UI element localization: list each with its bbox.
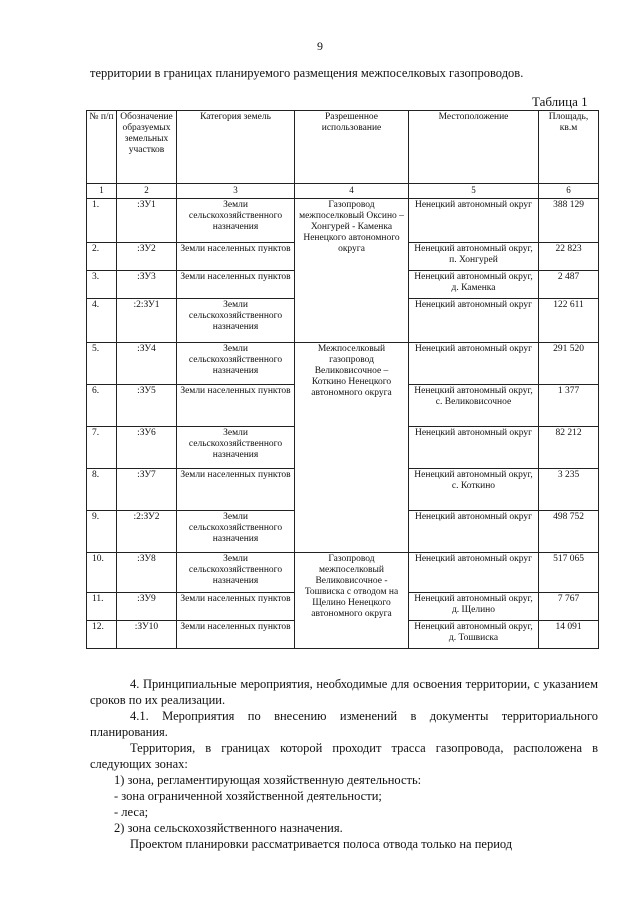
- row-number: 7.: [87, 427, 117, 469]
- area: 82 212: [539, 427, 599, 469]
- header-cell: Местоположение: [409, 111, 539, 184]
- index-cell: 1: [87, 184, 117, 199]
- location: Ненецкий автономный округ, п. Хонгурей: [409, 243, 539, 271]
- plot-code: :ЗУ10: [117, 621, 177, 649]
- header-cell: Категория земель: [177, 111, 295, 184]
- table-row: [87, 199, 599, 243]
- land-category: Земли сельскохозяйственного назначения: [177, 553, 295, 593]
- plot-code: :ЗУ8: [117, 553, 177, 593]
- section-heading: 4. Принципиальные мероприятия, необходимые для освоения территории, с указанием сроков по их реализации.: [90, 677, 598, 707]
- table-row: [87, 553, 599, 593]
- permitted-use: Межпоселковый газопровод Великовисочное – Коткино Ненецкого автономного округа: [295, 343, 409, 553]
- location: Ненецкий автономный округ: [409, 299, 539, 343]
- land-category: Земли населенных пунктов: [177, 469, 295, 511]
- location: Ненецкий автономный округ, д. Каменка: [409, 271, 539, 299]
- table-row: [87, 343, 599, 385]
- table-caption: Таблица 1: [532, 94, 588, 109]
- subsection-heading: 4.1. Мероприятия по внесению изменений в документы территориального планирования.: [90, 709, 598, 739]
- area: 291 520: [539, 343, 599, 385]
- land-category: Земли сельскохозяйственного назначения: [177, 199, 295, 243]
- permitted-use: Газопровод межпоселковый Великовисочное - Тошвиска с отводом на Щелино Ненецкого автономного округа: [295, 553, 409, 649]
- list-item: - леса;: [114, 805, 149, 819]
- row-number: 8.: [87, 469, 117, 511]
- list-item: 1) зона, регламентирующая хозяйственную деятельность:: [114, 773, 422, 787]
- location: Ненецкий автономный округ, д. Щелино: [409, 593, 539, 621]
- plot-code: :ЗУ4: [117, 343, 177, 385]
- paragraph: Территория, в границах которой проходит трасса газопровода, расположена в следующих зонах:: [90, 741, 598, 771]
- page-number: 9: [317, 39, 323, 53]
- row-number: 11.: [87, 593, 117, 621]
- land-category: Земли сельскохозяйственного назначения: [177, 511, 295, 553]
- land-category: Земли населенных пунктов: [177, 271, 295, 299]
- area: 498 752: [539, 511, 599, 553]
- plot-code: :2:ЗУ2: [117, 511, 177, 553]
- area: 14 091: [539, 621, 599, 649]
- land-category: Земли сельскохозяйственного назначения: [177, 343, 295, 385]
- location: Ненецкий автономный округ, с. Великовисочное: [409, 385, 539, 427]
- list-item: 2) зона сельскохозяйственного назначения.: [114, 821, 343, 835]
- body-text: [90, 676, 598, 852]
- header-cell: № п/п: [87, 111, 117, 184]
- row-number: 6.: [87, 385, 117, 427]
- permitted-use: Газопровод межпоселковый Оксино – Хонгурей - Каменка Ненецкого автономного округа: [295, 199, 409, 343]
- land-category: Земли сельскохозяйственного назначения: [177, 299, 295, 343]
- row-number: 5.: [87, 343, 117, 385]
- area: 517 065: [539, 553, 599, 593]
- column-index-row: [87, 184, 599, 199]
- paragraph: Проектом планировки рассматривается полоса отвода только на период: [130, 837, 513, 851]
- location: Ненецкий автономный округ: [409, 199, 539, 243]
- location: Ненецкий автономный округ: [409, 343, 539, 385]
- row-number: 2.: [87, 243, 117, 271]
- location: Ненецкий автономный округ: [409, 427, 539, 469]
- plot-code: :ЗУ3: [117, 271, 177, 299]
- land-plots-table: [86, 110, 599, 649]
- header-cell: Обозначение образуемых земельных участков: [117, 111, 177, 184]
- plot-code: :ЗУ6: [117, 427, 177, 469]
- row-number: 4.: [87, 299, 117, 343]
- row-number: 10.: [87, 553, 117, 593]
- row-number: 9.: [87, 511, 117, 553]
- land-category: Земли населенных пунктов: [177, 593, 295, 621]
- plot-code: :ЗУ7: [117, 469, 177, 511]
- index-cell: 5: [409, 184, 539, 199]
- location: Ненецкий автономный округ, с. Коткино: [409, 469, 539, 511]
- header-cell: Разрешенное использование: [295, 111, 409, 184]
- row-number: 1.: [87, 199, 117, 243]
- location: Ненецкий автономный округ, д. Тошвиска: [409, 621, 539, 649]
- area: 1 377: [539, 385, 599, 427]
- row-number: 3.: [87, 271, 117, 299]
- header-cell: Площадь, кв.м: [539, 111, 599, 184]
- plot-code: :ЗУ2: [117, 243, 177, 271]
- index-cell: 6: [539, 184, 599, 199]
- row-number: 12.: [87, 621, 117, 649]
- table-header-row: [87, 111, 599, 184]
- index-cell: 4: [295, 184, 409, 199]
- plot-code: :ЗУ5: [117, 385, 177, 427]
- area: 2 487: [539, 271, 599, 299]
- plot-code: :2:ЗУ1: [117, 299, 177, 343]
- list-item: - зона ограниченной хозяйственной деятельности;: [114, 789, 382, 803]
- area: 388 129: [539, 199, 599, 243]
- area: 122 611: [539, 299, 599, 343]
- index-cell: 3: [177, 184, 295, 199]
- land-category: Земли населенных пунктов: [177, 621, 295, 649]
- location: Ненецкий автономный округ: [409, 553, 539, 593]
- location: Ненецкий автономный округ: [409, 511, 539, 553]
- area: 7 767: [539, 593, 599, 621]
- intro-line: территории в границах планируемого размещения межпоселковых газопроводов.: [90, 66, 524, 80]
- plot-code: :ЗУ1: [117, 199, 177, 243]
- land-category: Земли сельскохозяйственного назначения: [177, 427, 295, 469]
- land-category: Земли населенных пунктов: [177, 385, 295, 427]
- land-category: Земли населенных пунктов: [177, 243, 295, 271]
- index-cell: 2: [117, 184, 177, 199]
- area: 3 235: [539, 469, 599, 511]
- area: 22 823: [539, 243, 599, 271]
- plot-code: :ЗУ9: [117, 593, 177, 621]
